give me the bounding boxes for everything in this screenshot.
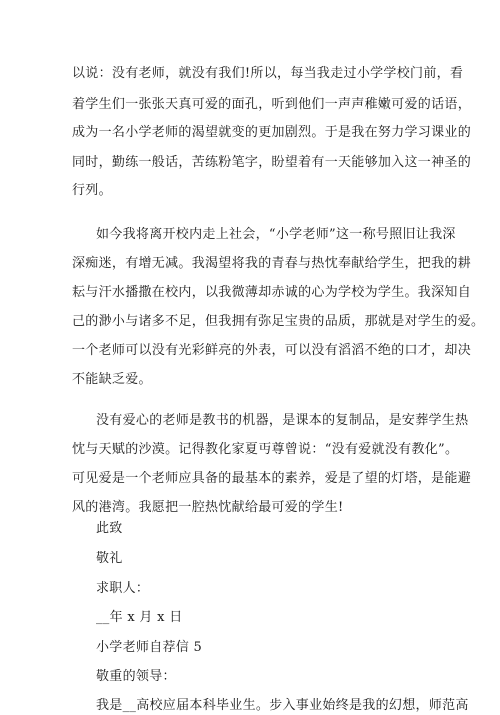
text-line: 深痴迷，有增无减。我渴望将我的青春与热忱奉献给学生，把我的耕 (72, 256, 472, 271)
text-line: 如今我将离开校内走上社会，“小学老师”这一称号照旧让我深 (96, 227, 456, 242)
text-line: 忱与天赋的沙漠。记得教化家夏丏尊曾说：“没有爱就没有教化”。 (72, 442, 459, 457)
text-line: 耘与汗水播撒在校内，以我微薄却赤诚的心为学校为学生。我深知自 (72, 285, 472, 300)
text-line: 成为一名小学老师的渴望就变的更加剧烈。于是我在努力学习课业的 (72, 125, 472, 140)
text-line: 可见爱是一个老师应具备的最基本的素养，爱是了望的灯塔，是能避 (72, 471, 472, 486)
text-line: 一个老师可以没有光彩鲜亮的外表，可以没有滔滔不绝的口才，却决 (72, 343, 472, 358)
text-line: 没有爱心的老师是教书的机器，是课本的复制品，是安葬学生热 (96, 413, 469, 428)
text-line: 同时，勤练一般话，苦练粉笔字，盼望着有一天能够加入这一神圣的 (72, 155, 472, 170)
text-line: 行列。 (72, 183, 112, 198)
text-line: 以说：没有老师，就没有我们!所以，每当我走过小学学校门前，看 (72, 66, 464, 81)
greeting-line: 敬重的领导： (96, 669, 176, 684)
text-line: 我是__高校应届本科毕业生。步入事业始终是我的幻想，师范高 (96, 698, 469, 713)
salutation-line: 敬礼 (96, 551, 123, 566)
text-line: 着学生们一张张天真可爱的面孔，听到他们一声声稚嫩可爱的话语， (72, 97, 472, 112)
text-line: 己的渺小与诸多不足，但我拥有弥足宝贵的品质，那就是对学生的爱。 (72, 314, 485, 329)
text-line: 不能缺乏爱。 (72, 372, 152, 387)
signature-label: 求职人： (96, 581, 150, 596)
closing-line: 此致 (96, 521, 123, 536)
section-title: 小学老师自荐信 5 (96, 640, 203, 655)
date-line: __年 x 月 x 日 (96, 610, 183, 625)
text-line: 风的港湾。我愿把一腔热忱献给最可爱的学生! (72, 500, 344, 515)
